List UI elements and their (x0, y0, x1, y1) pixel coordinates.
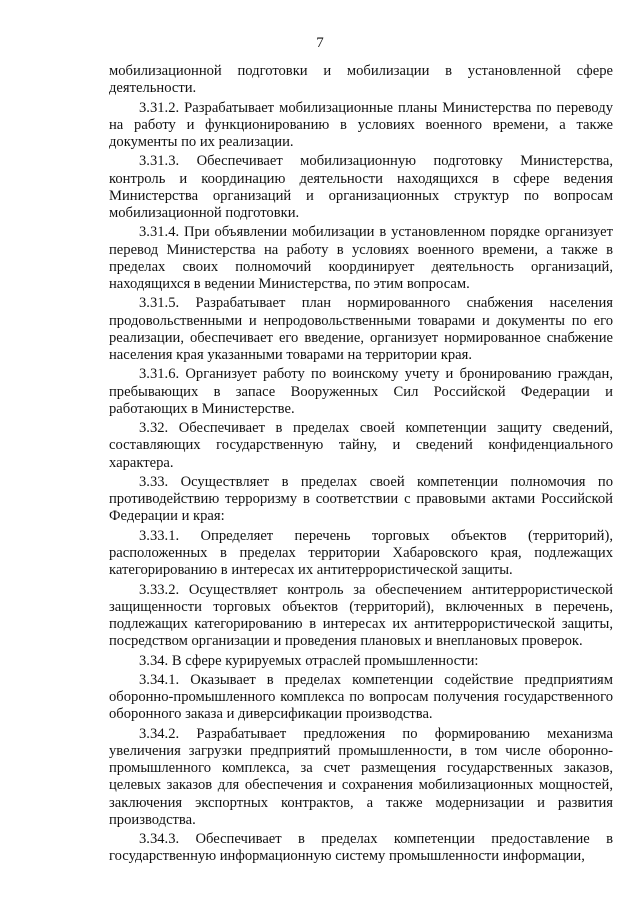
paragraph-3-31-6: 3.31.6. Организует работу по воинскому учету и бронированию граждан, пребывающих в запасе Вооруженных Сил Российской Федерации и работающих в Министерстве. (109, 366, 613, 417)
paragraph-3-33-1: 3.33.1. Определяет перечень торговых объектов (территорий), расположенных в пределах территории Хабаровского края, подлежащих категорированию в интересах их антитеррористической защиты. (109, 527, 613, 579)
document-body (109, 63, 613, 868)
paragraph-3-34-2: 3.34.2. Разрабатывает предложения по формированию механизма увеличения загрузки предприятий промышленности, в том числе оборонно-промышленного комплекса, за счет размещения государственных заказов, целевых заказов для обеспечения и сохранения мобилизационных мощностей, заключения экспортных контрактов, а также модернизации и развития производства. (109, 725, 613, 828)
paragraph-3-34-1: 3.34.1. Оказывает в пределах компетенции содействие предприятиям оборонно-промышленного комплекса по вопросам получения государственного оборонного заказа и диверсификации производства. (109, 671, 613, 723)
paragraph-3-31-3: 3.31.3. Обеспечивает мобилизационную подготовку Министерства, контроль и координацию деятельности находящихся в сфере ведения Министерства организаций и организационных структур по вопросам мобилизационной подготовки. (109, 153, 613, 221)
paragraph-3-34-3: 3.34.3. Обеспечивает в пределах компетенции предоставление в государственную информационную систему промышленности информации, (109, 831, 613, 865)
paragraph-3-31-4: 3.31.4. При объявлении мобилизации в установленном порядке организует перевод Министерства на работу в условиях военного времени, а также в пределах своих полномочий координирует деятельность организаций, находящихся в ведении Министерства, по этим вопросам. (109, 224, 613, 292)
paragraph-3-31-5: 3.31.5. Разрабатывает план нормированного снабжения населения продовольственными и непродовольственными товарами и документы по его реализации, обеспечивает его введение, организует нормированное снабжение населения края указанными товарами на территории края. (109, 295, 613, 363)
paragraph-continuation: мобилизационной подготовки и мобилизации в установленной сфере деятельности. (109, 63, 613, 97)
paragraph-3-33: 3.33. Осуществляет в пределах своей компетенции полномочия по противодействию терроризму в соответствии с правовыми актами Российской Федерации и края: (109, 473, 613, 525)
page-number: 7 (316, 35, 324, 51)
paragraph-3-32: 3.32. Обеспечивает в пределах своей компетенции защиту сведений, составляющих государственную тайну, и сведений конфиденциального характера. (109, 420, 613, 471)
paragraph-3-34: 3.34. В сфере курируемых отраслей промышленности: (139, 652, 479, 669)
paragraph-3-33-2: 3.33.2. Осуществляет контроль за обеспечением антитеррористической защищенности торговых объектов (территорий), включенных в перечень, подлежащих категорированию в интересах их антитеррористической защиты, посредством организации и проведения плановых и внеплановых проверок. (109, 581, 613, 650)
paragraph-3-31-2: 3.31.2. Разрабатывает мобилизационные планы Министерства по переводу на работу и функционированию в условиях военного времени, а также документы по их реализации. (109, 99, 613, 150)
